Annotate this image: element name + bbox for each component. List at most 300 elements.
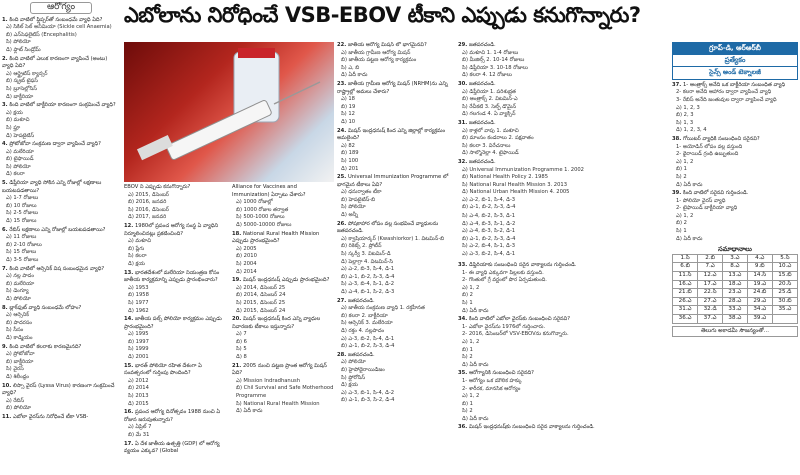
answer-option: ఎ) జాతీయ సంక్రమణ వ్యాధి 1. రక్తహీనత	[341, 305, 425, 312]
question-text	[458, 316, 670, 324]
answer-option: బి) 10 రోజులు	[6, 202, 37, 209]
answer-key-row	[673, 272, 798, 281]
answer-option: 2- గొంతులో గ్రే వర్ణంలో పొర ఏర్పడుతుంది.	[462, 277, 547, 284]
answer-option: ఎ) 1, 2	[676, 212, 694, 219]
question-text	[458, 370, 670, 378]
question-item	[2, 266, 120, 304]
answer-option: 2- టైఫాయిడ్ బాక్టీరియా వ్యాధి	[676, 205, 738, 212]
answer-option: సి) పోలియో	[341, 204, 366, 211]
question-number: 11.	[2, 413, 13, 420]
answer-option: బి) మశూచి	[6, 117, 30, 124]
answer-option: సి) 2	[676, 173, 687, 180]
question-number: 17.	[124, 440, 135, 447]
question-item	[2, 141, 120, 179]
question-stem: జాతీయ పల్స్ పోలియో కార్యక్రమం ఎప్పుడు ప్రారంభమైంది?	[124, 316, 222, 330]
answer-key-cell: 39.ఎ	[747, 315, 772, 324]
answer-option: సి) National Rural Health Mission 3. 2013	[462, 181, 567, 188]
answer-option: సి) 12	[341, 111, 355, 118]
answer-option: ఎ) ఎ-4, బి-3, సి-2, డి-1	[462, 228, 516, 235]
answer-option: సి) ఎ-4, బి-2, సి-3, డి-1	[462, 213, 516, 220]
answer-option: డి) ఏదీ కాదు	[676, 181, 703, 188]
answer-option: డి) క్షయ	[341, 382, 358, 389]
question-number: 23.	[337, 80, 348, 87]
answer-option: డి) హెపటైటిస్	[6, 132, 35, 139]
question-number: 7.	[2, 265, 10, 272]
answer-option: ఎ) 2015, డిసెంబర్	[128, 191, 169, 198]
answer-option: సి) సీసం	[6, 327, 24, 334]
answer-option: ఎ) రేబిస్	[6, 397, 25, 404]
answer-option: ఎ) 1, 2	[676, 158, 694, 165]
answer-key-cell: 10.ఎ	[772, 263, 797, 272]
answer-key-cell: 6.బి	[673, 263, 698, 272]
question-text	[232, 363, 334, 378]
question-number: 24.	[337, 127, 348, 134]
answer-option: ఎ) ఆర్థ్రైటిస్ క్యాన్సర్	[6, 70, 48, 77]
question-text	[2, 266, 120, 274]
question-stem: EBOV ని ఎప్పుడు కనుగొన్నారు?	[124, 184, 191, 190]
question-item	[232, 231, 334, 277]
question-number: 36.	[458, 424, 469, 431]
answer-option: బి) 2014	[128, 385, 149, 392]
answer-key-cell: 19.ఎ	[747, 280, 772, 289]
answer-option: సి) 15 రోజులు	[6, 249, 37, 256]
answer-option: ఎ) 1995	[128, 331, 149, 338]
answer-option: 1- అయోడిన్ లోపం వల్ల వస్తుంది	[676, 143, 743, 150]
answer-option: డి) 2001	[128, 354, 149, 361]
answer-option: 1- ఆరోగ్యం ఒక మౌలిక హక్కు	[462, 377, 522, 384]
answer-option: బి) 1	[462, 346, 473, 353]
question-item	[2, 344, 120, 382]
question-stem: జతపరచండి.	[469, 119, 496, 126]
question-text	[337, 42, 455, 50]
answer-option: బి) రికెట్స్ 2. ప్రోటీన్	[341, 243, 382, 250]
question-stem: మిషన్ ఇంద్రధనుష్‌కు సంబంధించి సరైన వాక్యాలను గుర్తించండి.	[469, 424, 595, 431]
answer-option: డి) కలరా 4. 12 రోజులు	[462, 72, 512, 79]
answer-key-cell: 12.ఎ	[698, 272, 723, 281]
question-stem: పోషకాహార లోపం వల్ల సంభవించే వ్యాధులను జతపరచండి.	[337, 220, 439, 235]
question-number: 18.	[232, 230, 243, 237]
question-item	[458, 370, 670, 423]
question-text	[2, 180, 120, 195]
answer-option: డి) ఏదీ కాదు	[462, 307, 489, 314]
answer-option: డి) ఏదీ కాదు	[676, 235, 703, 242]
question-stem: ప్రపంచ ఆరోగ్య దినోత్సవం 1988 నుంచి ఏ రోజున జరుపుతున్నారు?	[124, 409, 221, 423]
answer-option: సి) 1	[676, 228, 687, 235]
question-item	[2, 17, 120, 55]
answer-key-table	[672, 254, 798, 324]
answer-key-cell: 29.ఎ	[747, 297, 772, 306]
question-text	[124, 363, 229, 378]
question-number: 19.	[232, 277, 243, 284]
question-number: 30.	[458, 80, 469, 87]
question-text	[458, 42, 670, 50]
answer-option: డి) 15 రోజులు	[6, 218, 37, 225]
question-number: 10.	[2, 382, 13, 389]
answer-option: బి) 1000 రోజుల తర్వాత	[236, 206, 289, 213]
question-stem: మిషన్ ఇంద్రధనుష్ ఎప్పుడు ప్రారంభమైంది?	[243, 277, 330, 284]
answer-key-cell: 16.ఎ	[673, 280, 698, 289]
answer-option: 2- శారీరక, మానసిక ఆరోగ్యం	[462, 385, 521, 392]
question-item	[232, 184, 334, 230]
question-stem: గోయిటర్ వ్యాధికి సంబంధించి సరైనవి?	[683, 135, 760, 142]
answer-option: డి) National Urban Health Mission 4. 2005	[462, 189, 570, 196]
question-stem: జతపరచండి.	[348, 351, 375, 358]
answer-key-cell	[772, 315, 797, 324]
answer-key-title: సమాధానాలు	[718, 245, 752, 254]
answer-option: ఎ) మశూచి 1. 1-4 రోజులు	[462, 49, 519, 56]
question-number: 20.	[232, 316, 243, 323]
question-item	[672, 82, 798, 135]
question-text	[232, 184, 334, 199]
answer-option: బి) 2010	[236, 253, 257, 260]
question-text	[124, 441, 229, 456]
answer-option: సి) 2015, డిసెంబర్ 25	[236, 299, 286, 306]
question-number: 6.	[2, 226, 10, 233]
question-stem: డిఫ్తీరియాకు సంబంధించి సరైన వాక్యాలను గుర్తించండి.	[469, 262, 577, 268]
answer-option: బి) ఎన్‌సెఫలైటిస్ (Encephalitis)	[6, 31, 77, 38]
question-column-5	[458, 42, 670, 262]
answer-option: సి) National Rural Health Mission	[236, 400, 320, 407]
answer-option: ఎ) 1, 2	[462, 338, 480, 345]
question-number: 12.	[124, 222, 135, 229]
question-number: 33.	[458, 262, 469, 268]
question-stem: National Rural Health Mission ఎప్పుడు ప్రారంభమైంది?	[232, 230, 320, 245]
answer-option: ఎ) క్వాషియార్కర్ (Kwashiorkor) 1. విటమిన్-బి	[341, 235, 445, 242]
answer-option: సి) 1, 3	[676, 119, 694, 126]
answer-option: సి) బ్రూసెల్లోసిస్	[6, 85, 37, 92]
answer-option: బి) 1	[676, 166, 687, 173]
answer-option: ఎ) 18	[341, 96, 355, 103]
answer-key-cell: 36.ఎ	[673, 315, 698, 324]
question-number: 27.	[337, 297, 348, 304]
answer-key-cell: 9.బి	[747, 263, 772, 272]
answer-option: 2- కలరా అనేది ఆహారం ద్వారా వ్యాపించే వ్యాధి	[676, 89, 772, 96]
question-stem: మిషన్ ఇంద్రధనుష్ కింద ఎన్ని వ్యాధుల నివారణకు టీకాలు ఇస్తున్నారు?	[232, 316, 321, 330]
answer-option: డి) 3-5 రోజులు	[6, 257, 39, 263]
answer-option: బి) బాక్టీరియా	[6, 358, 34, 365]
answer-option: సి) 1977	[128, 299, 149, 306]
answer-option: సి) 100	[341, 157, 359, 164]
question-text	[458, 81, 670, 89]
answer-option: డి) పెల్లాగ్రా 4. విటమిన్-సి	[341, 258, 393, 265]
answer-option: బి) పోలియో	[6, 405, 32, 412]
answer-option: సి) రేచీకటి 3. సెల్ఫ్ డొమైన్	[462, 103, 517, 110]
question-stem: ఆరోగ్యానికి సంబంధించి సరైనది?	[469, 370, 534, 377]
question-item	[124, 223, 229, 269]
answer-option: డి) ఎ-4, బి-1, సి-2, డి-3	[341, 289, 395, 295]
answer-option: ఎ) 1953	[128, 284, 149, 291]
question-item	[124, 441, 229, 456]
question-item	[458, 316, 670, 369]
question-text	[2, 414, 120, 422]
question-item	[2, 180, 120, 226]
answer-option: సి) ఫ్లోరోసిస్	[341, 374, 366, 381]
answer-option: డి) 1962	[128, 307, 149, 314]
answer-option: సి) 2013	[128, 393, 149, 400]
question-number: 13.	[124, 269, 135, 276]
answer-option: బి) 2	[462, 292, 473, 299]
answer-key-cell: 37.ఎ	[698, 315, 723, 324]
question-text	[232, 316, 334, 331]
answer-option: ఎ) 11 రోజులు	[6, 234, 37, 241]
answer-key-cell: 30.బి	[772, 297, 797, 306]
answer-option: ఎ) 82	[341, 142, 355, 149]
question-text	[337, 174, 455, 189]
answer-option: బి) మీజిల్స్ 2. 10-14 రోజులు	[462, 57, 525, 64]
question-number: 37.	[672, 81, 683, 88]
answer-option: డి) ఏదీ కాదు	[341, 72, 368, 79]
question-number: 8.	[2, 304, 10, 311]
answer-key-cell: 8.ఎ	[723, 263, 748, 272]
question-column-2	[124, 184, 229, 473]
answer-option: డి) బాక్టీరియా	[6, 93, 34, 100]
answer-option: సి) పోలియో	[6, 163, 31, 170]
answer-key-row	[673, 315, 798, 324]
question-text	[337, 221, 455, 236]
answer-option: డి) సాల్మొనెల్లా 4. టైఫాయిడ్	[462, 150, 519, 157]
answer-option: డి) ఏదీ కాదు	[462, 415, 489, 422]
answer-option: 1- ఈ వ్యాధి ఎక్కువగా పిల్లలకు వస్తుంది.	[462, 269, 544, 276]
question-number: 31.	[458, 119, 469, 126]
answer-option: డి) 1, 2, 3, 4	[676, 127, 707, 134]
answer-option: ఎ) 7	[236, 331, 247, 338]
answer-option: బి) 1	[462, 400, 473, 407]
question-number: 15.	[124, 362, 135, 369]
answer-key-cell: 11.సి	[673, 272, 698, 281]
question-text	[232, 277, 334, 285]
answer-key-cell: 20.సి	[772, 280, 797, 289]
question-stem: భారతదేశంలో మలేరియా నియంత్రణ కోసం జాతీయ కార్యక్రమాన్ని ఎప్పుడు ప్రారంభించారు?	[124, 269, 220, 284]
question-item	[337, 174, 455, 220]
question-stem: ఏ దేశ జాతీయ ఉత్పత్తి (GDP) లో ఆరోగ్య వ్యయం ఎక్కువ? (Global	[124, 440, 220, 455]
question-stem: డిఫ్తీరియా వ్యాధి సోకిన ఎన్ని రోజుల్లో లక్షణాలు బయటపడతాయి?	[2, 180, 102, 194]
question-number: 32.	[458, 158, 469, 165]
answer-key-cell: 14.సి	[747, 272, 772, 281]
answer-key-cell: 18.ఎ	[723, 280, 748, 289]
question-stem: జతపరచండి.	[469, 80, 496, 87]
question-stem: కింది వాటిలో ఫ్లిప్పర్‌తో సంబంధమే వ్యాధి ఏది?	[9, 16, 103, 23]
answer-option: డి) 5000-10000 రోజులు	[236, 221, 292, 228]
answer-option: బి) 2014, డిసెంబర్ 24	[236, 292, 286, 299]
answer-key-cell: 27.ఎ	[698, 297, 723, 306]
question-item	[124, 363, 229, 409]
answer-key-cell: 17.ఎ	[698, 280, 723, 289]
answer-option: 3- రేబిస్ అనేది జంతువుల ద్వారా వ్యాపించే వ్యాధి	[676, 96, 777, 103]
question-text	[458, 262, 670, 270]
question-item	[124, 316, 229, 362]
question-item	[232, 316, 334, 362]
answer-option: సి) 2004	[236, 260, 257, 267]
question-number: 28.	[337, 351, 348, 358]
answer-option: ఎ) సికిల్ సెల్ అనీమియా (Sickle cell Anaemia)	[6, 24, 112, 31]
answer-option: బి) మాంసం కండరాలు 2. పక్షవాతం	[462, 135, 534, 142]
courtesy-footer: తెలుగు అకాడమీ సౌజన్యంతో...	[672, 326, 798, 338]
answer-option: సి) 2-5 రోజులు	[6, 210, 39, 217]
answer-option: డి) ఎ-4, బి-3, సి-1, డి-2	[462, 220, 516, 227]
answer-key-cell: 34.ఎ	[747, 306, 772, 315]
answer-option: సి) 5	[236, 346, 247, 353]
answer-option: ఎ) మశూచి	[128, 238, 152, 245]
answer-option: ఎ) ధనుర్వాతం టీకా	[341, 189, 382, 196]
answer-option: డి) రక్తం 4. నల్లపాదం	[341, 327, 385, 334]
answer-option: సి) ఎ-2, బి-4, సి-1, డి-3	[462, 243, 516, 250]
question-text	[672, 136, 798, 144]
question-text	[2, 344, 120, 352]
question-text	[124, 270, 229, 285]
question-stem: Alliance for Vaccines and Immunization) ఏర్పాటు చేశారు?	[232, 184, 306, 198]
answer-key-cell: 3.ఎ	[723, 254, 748, 263]
question-list	[458, 42, 670, 212]
question-stem: కింది వాటిలో కలరాకు కారణమైనది?	[9, 343, 82, 350]
answer-option: ఎ) 2012	[128, 377, 149, 384]
question-number: 22.	[337, 42, 348, 48]
answer-option: బి) 1997	[128, 338, 149, 345]
question-text	[232, 231, 334, 246]
question-stem: కింది వాటిలో ఆర్సెనిక్ విష సంబంధమైన వ్యాధి?	[9, 265, 105, 272]
answer-option: ఎ) 1, 2	[462, 284, 480, 291]
question-stem: బ్లాక్‌ఫుట్ వ్యాధి సంబంధమే లోహం?	[9, 304, 82, 311]
question-item	[458, 159, 670, 212]
answer-option: సి) ఎ, బి	[341, 64, 360, 71]
question-number: 1.	[2, 16, 10, 23]
question-stem: జతపరచండి.	[469, 158, 496, 165]
answer-option: ఎ) 1, 2	[462, 393, 480, 400]
answer-key-cell: 25.డి	[772, 289, 797, 298]
syringe-vial-illustration	[124, 42, 334, 182]
answer-key-cell: 32.డి	[698, 306, 723, 315]
question-item	[2, 102, 120, 140]
series-brand-box	[672, 42, 798, 80]
answer-key-cell: 5.సి	[772, 254, 797, 263]
question-number: 35.	[458, 370, 469, 377]
question-item	[458, 262, 670, 315]
answer-option: సి) 2	[462, 354, 473, 361]
answer-option: 2- 2016, డిసెంబర్‌లో VSV-EBOVను కనుగొన్నారు.	[462, 331, 569, 338]
question-number: 25.	[337, 174, 348, 181]
question-number: 2.	[2, 55, 10, 62]
question-item	[458, 120, 670, 158]
brand-line-3: సైన్స్ అండ్ టెక్నాలజీ	[673, 66, 797, 79]
question-item	[2, 305, 120, 343]
answer-option: డి) అన్నీ	[341, 212, 359, 219]
question-text	[124, 223, 229, 238]
question-item	[337, 42, 455, 80]
right-column	[672, 42, 798, 473]
answer-option: డి) ఏదీ కాదు	[236, 408, 263, 415]
question-stem: కింది వాటిలో ఎబోలా వైరస్‌కు సంబంధించి సరైనవి?	[469, 316, 571, 323]
answer-key-cell: 26.ఎ	[673, 297, 698, 306]
question-stem: జతపరచండి.	[469, 42, 496, 48]
question-number: 26.	[337, 220, 348, 227]
answer-option: ఎ) మలేరియా	[6, 148, 34, 155]
answer-option: డి) గలగండ 4. ఏ వ్యాక్సిన్	[462, 111, 516, 118]
answer-option: ఎ) Universal Immunization Programme 1. 2002	[462, 166, 584, 173]
answer-option: 1- పోలియో వైరస్ వ్యాధి	[676, 197, 726, 204]
question-item	[337, 221, 455, 297]
question-column-4	[337, 42, 455, 473]
question-stem: ప్రోటోజోవా సంక్రమణ ద్వారా వ్యాపించే వ్యాధి?	[9, 141, 101, 148]
answer-option: ఎ) ఆర్సెనిక్	[6, 312, 29, 319]
page-headline: ఎబోలాను నిరోధించే VSB-EBOV టీకాని ఎప్పుడు కనుగొన్నారు?	[124, 3, 641, 27]
answer-option: సి) స్కర్వీ 3. విటమిన్-డి	[341, 251, 391, 258]
answer-option: బి) 189	[341, 150, 359, 157]
answer-option: బి) టైఫాయిడ్	[6, 156, 34, 163]
question-text	[337, 81, 455, 96]
answer-key-cell: 31.ఎ	[673, 306, 698, 315]
question-stem: మిషన్ ఇంద్రధనుష్ కింద ఎన్ని జిల్లాల్లో కార్యక్రమం అమలైంది?	[337, 127, 446, 142]
question-stem: భారత్ పోలియో రహిత దేశంగా ఏ సంవత్సరంలో గుర్తింపు పొందింది?	[124, 362, 202, 377]
answer-key-cell: 4.ఎ	[747, 254, 772, 263]
answer-option: బి) 2016, జనవరి	[128, 199, 167, 206]
answer-option: సి) 500-1000 రోజులు	[236, 214, 285, 221]
question-stem: రేబిస్ లక్షణాలు ఎన్ని రోజుల్లో బయటపడతాయి?	[9, 226, 106, 233]
answer-option: ఎ) 1000 రోజుల్లో	[236, 199, 273, 206]
answer-key-cell: 35.ఎ	[772, 306, 797, 315]
question-number: 14.	[124, 316, 135, 323]
answer-key-cell: 38.ఎ	[723, 315, 748, 324]
syringe-plunger	[137, 135, 173, 160]
question-item	[337, 298, 455, 351]
answer-option: ఎ) ఎ-2, బి-1, సి-4, డి-3	[462, 196, 516, 203]
answer-option: ఎ) 2005	[236, 245, 257, 252]
answer-option: బి) ఎ-1, బి-2, సి-3, డి-4	[462, 235, 516, 242]
question-stem: కింది వాటిలో సరైనవి గుర్తించండి.	[683, 190, 749, 197]
question-text	[124, 409, 229, 424]
question-number: 16.	[124, 409, 135, 416]
answer-option: సి) 2016, డిసెంబర్	[128, 206, 169, 213]
answer-option: సి) ఫ్లూ	[6, 124, 21, 131]
answer-option: బి) స్క్రబ్ టైఫస్	[6, 78, 38, 85]
question-stem: కింది వాటిలో ఎలుక కారణంగా వ్యాపించే (అంటు) వ్యాధి ఏది?	[2, 55, 108, 70]
question-item	[2, 56, 120, 102]
answer-option: ఎ) ఏప్రిల్ 7	[128, 424, 152, 431]
answer-option: బి) కలరా 2. బాక్టీరియా	[341, 312, 388, 319]
question-text	[2, 383, 120, 398]
topic-label: ఆరోగ్యం	[30, 2, 92, 14]
question-item	[2, 383, 120, 413]
question-item	[124, 409, 229, 439]
question-item	[2, 414, 120, 422]
answer-option: ఎ) పోలియో	[341, 359, 366, 366]
answer-key-cell: 15.బి	[772, 272, 797, 281]
answer-option: సి) 1	[462, 299, 473, 306]
answer-key-row	[673, 263, 798, 272]
question-item	[337, 352, 455, 405]
question-stem: జాతీయ ఆరోగ్య మిషన్ లో భాగమైనవి?	[348, 42, 427, 48]
answer-key-row	[673, 254, 798, 263]
answer-option: బి) 2	[676, 220, 687, 227]
question-number: 21.	[232, 362, 243, 369]
question-list	[2, 17, 120, 422]
question-column-3	[232, 184, 334, 473]
answer-option: బి) హెపటైటిస్-బి	[341, 196, 376, 203]
answer-option: సి) వైరస్	[6, 366, 24, 373]
answer-option: బి) ప్లేగు	[128, 245, 145, 252]
answer-option: సి) పోలియో	[6, 39, 31, 46]
answer-option: ఎ) డిఫ్తీరియా 1. పరిశుభ్రత	[462, 88, 516, 95]
question-text	[672, 190, 798, 198]
question-text	[337, 352, 455, 360]
answer-key-cell: 2.బి	[698, 254, 723, 263]
answer-key-row	[673, 280, 798, 289]
answer-key-cell: 1.సి	[673, 254, 698, 263]
answer-option: బి) 2, 3	[676, 112, 694, 119]
answer-option: ఎ) ఎ-3, బి-1, సి-4, డి-2	[341, 389, 395, 396]
answer-key-cell: 22.సి	[698, 289, 723, 298]
answer-option: ఎ) ఎ-2, బి-3, సి-4, డి-1	[341, 266, 395, 273]
answer-option: బి) మలేరియా	[6, 280, 35, 287]
answer-option: డి) 2017, జనవరి	[128, 214, 167, 221]
